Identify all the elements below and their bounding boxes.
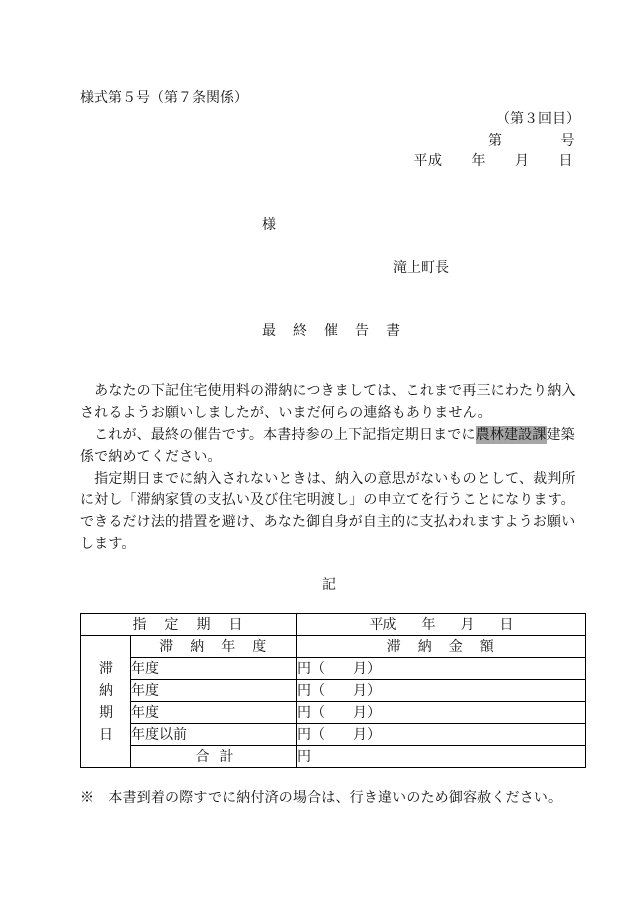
body-line: 係で納めてください。 bbox=[80, 448, 222, 465]
body-line: に対し「滞納家賃の支払い及び住宅明渡し」の申立てを行うことになります。 bbox=[80, 492, 575, 509]
amount-column-header: 滞 納 金 額 bbox=[297, 636, 586, 658]
body-line: 指定期日までに納入されないときは、納入の意思がないものとして、裁判所 bbox=[80, 470, 576, 487]
body-line: します。 bbox=[80, 536, 136, 553]
amount-cell: 円（ 月） bbox=[297, 658, 586, 680]
total-amount: 円 bbox=[297, 746, 586, 768]
document-title: 最 終 催 告 書 bbox=[262, 323, 402, 339]
body-line: されるようお願いしましたが、いまだ何らの連絡もありません。 bbox=[80, 404, 492, 421]
document-number: 第 号 bbox=[488, 133, 575, 149]
table-row bbox=[81, 724, 586, 746]
year-cell: 年度 bbox=[131, 702, 297, 724]
total-row bbox=[81, 746, 586, 768]
column-header-row bbox=[81, 636, 586, 658]
highlighted-department: 農林建設課 bbox=[475, 426, 547, 443]
due-date-label: 指 定 期 日 bbox=[81, 614, 297, 636]
arrears-group-label: 滞納期日 bbox=[99, 660, 113, 743]
table-row bbox=[81, 658, 586, 680]
year-cell: 年度 bbox=[131, 680, 297, 702]
addressee-honorific: 様 bbox=[262, 217, 276, 233]
body-line-text: これが、最終の催告です。本書持参の上下記指定期日までに bbox=[80, 426, 476, 443]
total-label: 合 計 bbox=[131, 746, 297, 768]
year-column-header: 滞 納 年 度 bbox=[131, 636, 297, 658]
record-heading: 記 bbox=[322, 577, 336, 593]
amount-cell: 円（ 月） bbox=[297, 724, 586, 746]
table-row bbox=[81, 702, 586, 724]
body-line: あなたの下記住宅使用料の滞納につきましては、これまで再三にわたり納入 bbox=[80, 383, 576, 399]
body-text bbox=[80, 381, 590, 556]
due-date-value: 平成 年 月 日 bbox=[297, 614, 586, 636]
payment-table bbox=[80, 613, 586, 768]
body-line-text: 建築 bbox=[546, 426, 575, 443]
amount-cell: 円（ 月） bbox=[297, 680, 586, 702]
sender-name: 滝上町長 bbox=[393, 260, 449, 276]
year-cell: 年度 bbox=[131, 658, 297, 680]
notice-count: （第３回目） bbox=[496, 111, 580, 127]
footnote: ※ 本書到着の際すでに納付済の場合は、行き違いのため御容赦ください。 bbox=[80, 790, 563, 806]
year-cell: 年度以前 bbox=[131, 724, 297, 746]
table-row bbox=[81, 680, 586, 702]
body-line: できるだけ法的措置を避け、あなた御自身が自主的に支払われますようお願い bbox=[80, 514, 576, 531]
due-date-row bbox=[81, 614, 586, 636]
form-number: 様式第５号（第７条関係） bbox=[80, 90, 248, 106]
arrears-group-cell bbox=[81, 636, 131, 768]
issue-date: 平成 年 月 日 bbox=[413, 153, 573, 169]
amount-cell: 円（ 月） bbox=[297, 702, 586, 724]
body-line bbox=[80, 425, 590, 447]
